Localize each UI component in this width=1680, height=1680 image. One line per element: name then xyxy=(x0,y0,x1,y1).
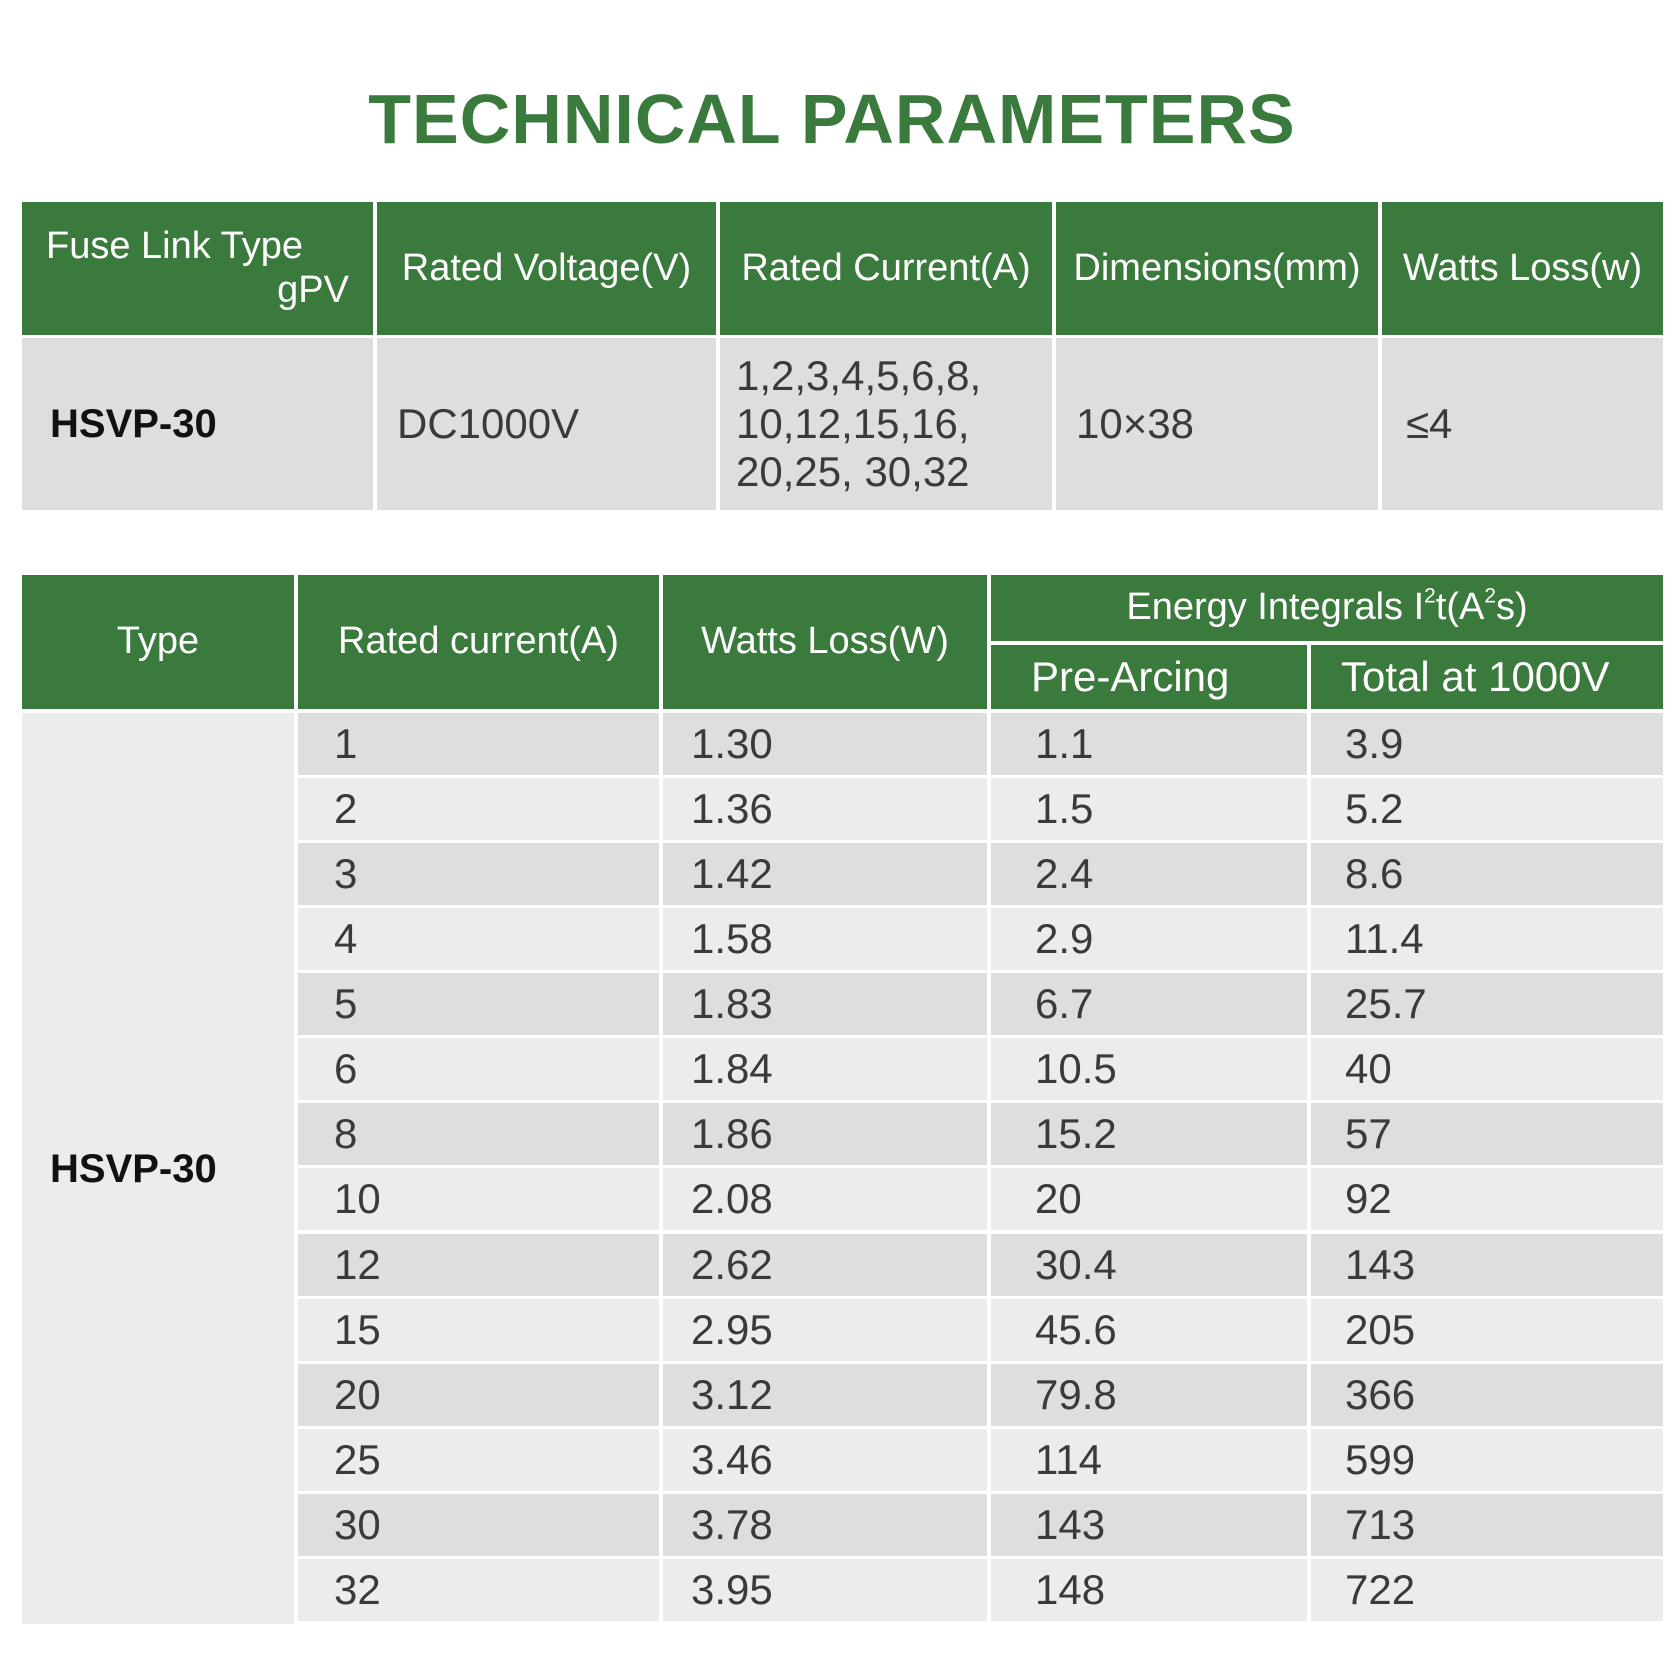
rated-current-cell: 10 xyxy=(298,1168,659,1230)
fuse-link-gpv-label: gPV xyxy=(277,268,349,311)
pre-arcing-cell: 30.4 xyxy=(991,1234,1307,1296)
rated-current-cell: 12 xyxy=(298,1234,659,1296)
watts-loss-value: ≤4 xyxy=(1382,338,1663,510)
pre-arcing-cell: 1.1 xyxy=(991,713,1307,775)
pre-arcing-cell: 79.8 xyxy=(991,1364,1307,1426)
total-1000v-cell: 40 xyxy=(1311,1038,1663,1100)
total-1000v-cell: 366 xyxy=(1311,1364,1663,1426)
total-1000v-cell: 722 xyxy=(1311,1559,1663,1621)
watts-loss-cell: 3.12 xyxy=(663,1364,987,1426)
header-dimensions: Dimensions(mm) xyxy=(1056,202,1378,335)
watts-loss-cell: 3.46 xyxy=(663,1429,987,1491)
rated-current-cell: 4 xyxy=(298,908,659,970)
watts-loss-cell: 2.62 xyxy=(663,1234,987,1296)
rated-current-cell: 5 xyxy=(298,973,659,1035)
header-pre-arcing: Pre-Arcing xyxy=(991,645,1307,709)
total-1000v-cell: 92 xyxy=(1311,1168,1663,1230)
dimensions-value: 10×38 xyxy=(1056,338,1378,510)
header-rated-current: Rated Current(A) xyxy=(720,202,1052,335)
total-1000v-cell: 205 xyxy=(1311,1299,1663,1361)
header-energy-integrals xyxy=(991,575,1663,641)
pre-arcing-cell: 15.2 xyxy=(991,1103,1307,1165)
watts-loss-cell: 1.58 xyxy=(663,908,987,970)
pre-arcing-cell: 1.5 xyxy=(991,778,1307,840)
pre-arcing-cell: 143 xyxy=(991,1494,1307,1556)
watts-loss-cell: 1.42 xyxy=(663,843,987,905)
rated-current-cell: 15 xyxy=(298,1299,659,1361)
pre-arcing-cell: 20 xyxy=(991,1168,1307,1230)
rated-current-line-3: 20,25, 30,32 xyxy=(736,448,970,496)
page-title: TECHNICAL PARAMETERS xyxy=(368,80,1296,158)
rated-current-line-1: 1,2,3,4,5,6,8, xyxy=(736,351,982,399)
header-type: Type xyxy=(22,575,294,709)
watts-loss-cell: 1.83 xyxy=(663,973,987,1035)
rated-current-cell: 25 xyxy=(298,1429,659,1491)
header-total-1000v: Total at 1000V xyxy=(1311,645,1663,709)
total-1000v-cell: 8.6 xyxy=(1311,843,1663,905)
rated-current-cell: 32 xyxy=(298,1559,659,1621)
rated-current-cell: 2 xyxy=(298,778,659,840)
rated-current-cell: 6 xyxy=(298,1038,659,1100)
energy-integrals-label: Energy Integrals $I^2t(A^2s)$ xyxy=(1126,584,1528,629)
total-1000v-cell: 11.4 xyxy=(1311,908,1663,970)
rated-current-cell: 20 xyxy=(298,1364,659,1426)
total-1000v-cell: 599 xyxy=(1311,1429,1663,1491)
total-1000v-cell: 713 xyxy=(1311,1494,1663,1556)
pre-arcing-cell: 114 xyxy=(991,1429,1307,1491)
fuse-type-value: HSVP-30 xyxy=(22,338,373,510)
watts-loss-cell: 3.78 xyxy=(663,1494,987,1556)
rated-current-values xyxy=(720,338,1052,510)
total-1000v-cell: 25.7 xyxy=(1311,973,1663,1035)
watts-loss-cell: 2.95 xyxy=(663,1299,987,1361)
total-1000v-cell: 3.9 xyxy=(1311,713,1663,775)
total-1000v-cell: 57 xyxy=(1311,1103,1663,1165)
watts-loss-cell: 1.84 xyxy=(663,1038,987,1100)
header-watts-loss-2: Watts Loss(W) xyxy=(663,575,987,709)
pre-arcing-cell: 2.9 xyxy=(991,908,1307,970)
total-1000v-cell: 5.2 xyxy=(1311,778,1663,840)
pre-arcing-cell: 45.6 xyxy=(991,1299,1307,1361)
type-value: HSVP-30 xyxy=(22,713,294,1624)
watts-loss-cell: 1.30 xyxy=(663,713,987,775)
header-rated-current-2: Rated current(A) xyxy=(298,575,659,709)
watts-loss-cell: 2.08 xyxy=(663,1168,987,1230)
rated-current-cell: 30 xyxy=(298,1494,659,1556)
rated-voltage-value: DC1000V xyxy=(377,338,716,510)
rated-current-line-2: 10,12,15,16, xyxy=(736,399,970,447)
pre-arcing-cell: 6.7 xyxy=(991,973,1307,1035)
fuse-link-type-label: Fuse Link Type xyxy=(46,224,304,267)
pre-arcing-cell: 2.4 xyxy=(991,843,1307,905)
rated-current-cell: 1 xyxy=(298,713,659,775)
watts-loss-cell: 1.36 xyxy=(663,778,987,840)
header-fuse-link-type xyxy=(22,202,373,335)
header-rated-voltage: Rated Voltage(V) xyxy=(377,202,716,335)
watts-loss-cell: 1.86 xyxy=(663,1103,987,1165)
rated-current-cell: 8 xyxy=(298,1103,659,1165)
total-1000v-cell: 143 xyxy=(1311,1234,1663,1296)
header-watts-loss: Watts Loss(w) xyxy=(1382,202,1663,335)
pre-arcing-cell: 10.5 xyxy=(991,1038,1307,1100)
watts-loss-cell: 3.95 xyxy=(663,1559,987,1621)
rated-current-cell: 3 xyxy=(298,843,659,905)
pre-arcing-cell: 148 xyxy=(991,1559,1307,1621)
